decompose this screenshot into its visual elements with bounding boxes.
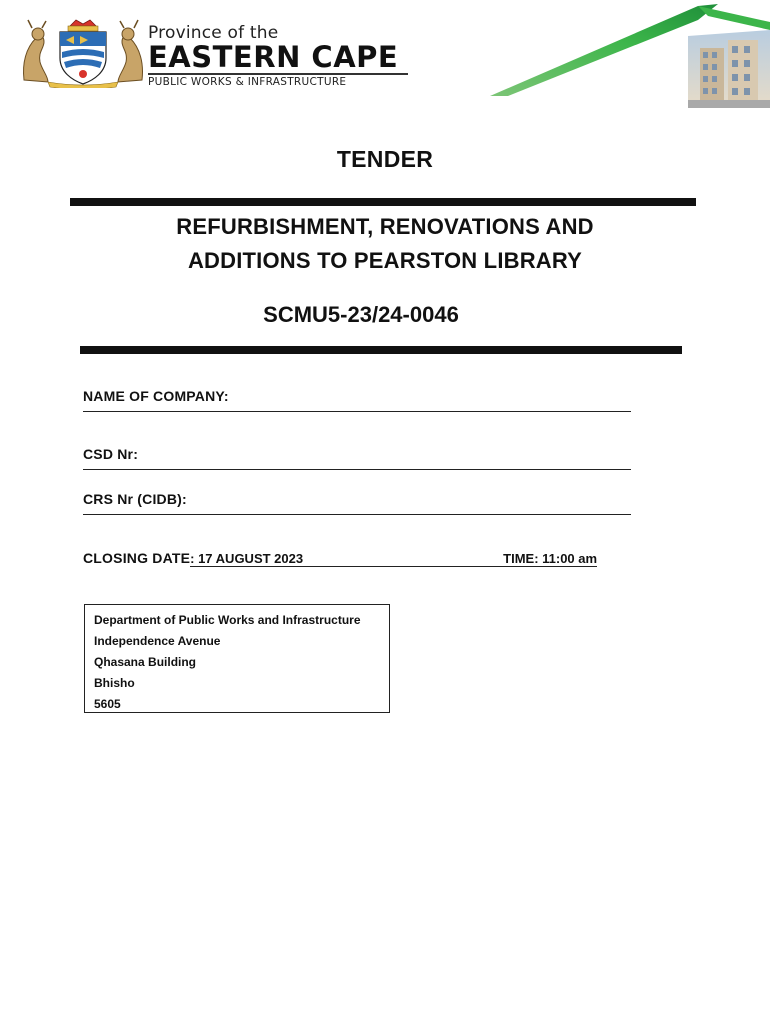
csd-number-label: CSD Nr: — [83, 446, 139, 462]
page-header — [0, 0, 770, 110]
project-title — [0, 210, 770, 278]
address-line-town: Bhisho — [94, 676, 135, 690]
address-line-postal-code: 5605 — [94, 697, 121, 711]
coat-of-arms-logo — [18, 18, 148, 88]
org-wordmark — [148, 24, 413, 89]
closing-date-row — [83, 550, 623, 567]
closing-date-value: : 17 AUGUST 2023 — [190, 551, 495, 567]
csd-number-field — [83, 446, 631, 470]
tender-reference-number: SCMU5-23/24-0046 — [263, 302, 459, 327]
crs-number-label: CRS Nr (CIDB): — [83, 491, 187, 507]
company-name-label: NAME OF COMPANY: — [83, 388, 229, 404]
crs-number-field — [83, 491, 631, 515]
company-name-blank-line — [83, 411, 631, 412]
closing-time-value: TIME: 11:00 am — [495, 551, 597, 567]
org-name-line2: EASTERN CAPE — [148, 42, 408, 75]
csd-number-blank-line — [83, 469, 631, 470]
company-name-field — [83, 388, 631, 412]
document-type-title: TENDER — [336, 146, 434, 172]
building-swoosh-graphic — [488, 0, 770, 110]
address-box — [84, 604, 390, 713]
address-line-street: Independence Avenue — [94, 634, 221, 648]
org-name-line1: Province of the — [148, 23, 279, 43]
address-line-building: Qhasana Building — [94, 655, 197, 669]
org-department-line: PUBLIC WORKS & INFRASTRUCTURE — [148, 76, 347, 88]
project-title-line2: ADDITIONS TO PEARSTON LIBRARY — [187, 248, 583, 273]
project-title-line1: REFURBISHMENT, RENOVATIONS AND — [176, 214, 594, 239]
closing-date-label: CLOSING DATE — [83, 550, 191, 566]
crs-number-blank-line — [83, 514, 631, 515]
divider-top — [70, 198, 696, 206]
divider-bottom — [80, 346, 682, 354]
address-line-department: Department of Public Works and Infrastructure — [94, 613, 361, 627]
